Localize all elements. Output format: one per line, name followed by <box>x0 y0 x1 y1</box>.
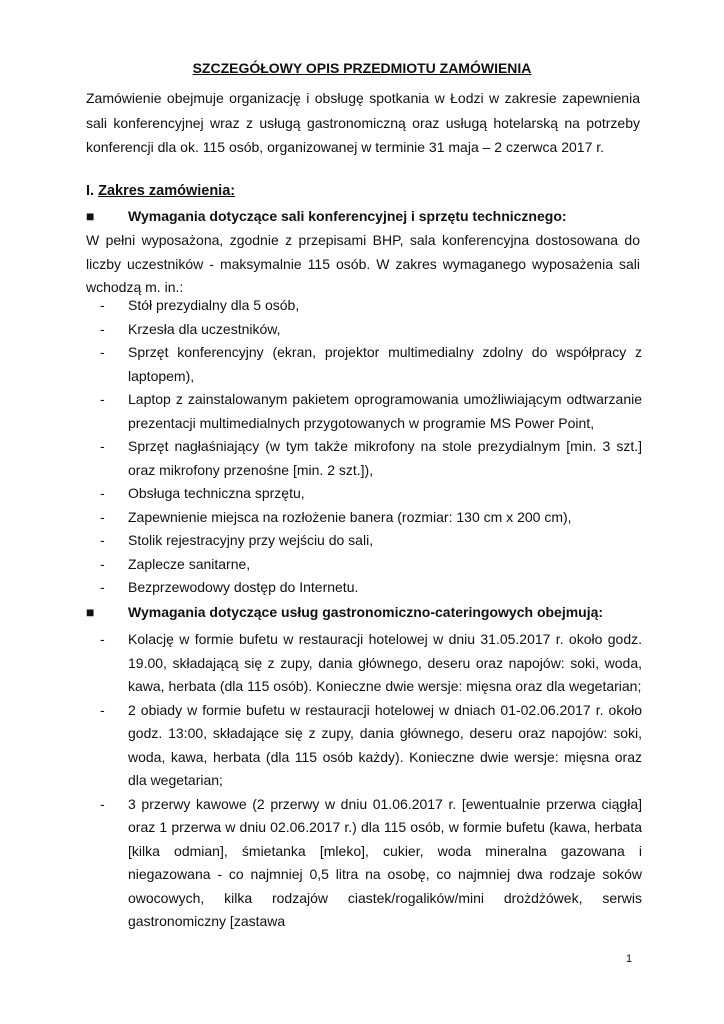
list-item: - Stolik rejestracyjny przy wejściu do sali, <box>86 529 642 553</box>
section-title: Zakres zamówienia: <box>98 183 236 199</box>
list-item: - Laptop z zainstalowanym pakietem oprogramowania umożliwiającym odtwarzanie prezentacji multimedialnych przygotowanych w programie MS Power Point, <box>86 388 642 435</box>
bullet-square-icon: ■ <box>86 604 95 620</box>
document-title: SZCZEGÓŁOWY OPIS PRZEDMIOTU ZAMÓWIENIA <box>192 60 532 76</box>
dash-icon: - <box>100 555 105 572</box>
hall-equipment-list <box>86 294 642 600</box>
dash-icon: - <box>100 795 105 812</box>
hall-description: W pełni wyposażona, zgodnie z przepisami BHP, sala konferencyjna dostosowana do liczby uczestników - maksymalnie 115 osób. W zakres wymaganego wyposażenia sali wchodzą m. in.: <box>86 232 640 295</box>
catering-services-list <box>86 628 642 934</box>
dash-icon: - <box>100 297 105 313</box>
section-number: I. <box>86 183 95 199</box>
dash-icon: - <box>100 391 105 407</box>
page-number: 1 <box>626 953 633 965</box>
list-item: - Zapewnienie miejsca na rozłożenie banera (rozmiar: 130 cm x 200 cm), <box>86 506 642 530</box>
list-item: - Bezprzewodowy dostęp do Internetu. <box>86 576 642 600</box>
dash-icon: - <box>100 320 105 337</box>
intro-paragraph: Zamówienie obejmuje organizację i obsługę spotkania w Łodzi w zakresie zapewnienia sali konferencyjnej wraz z usługą gastronomiczną oraz usługą hotelarską na potrzeby konferencji dla ok. 115 osób, organizowanej w terminie 31 maja – 2 czerwca 2017 r. <box>86 90 640 155</box>
bullet-square-icon: ■ <box>86 208 95 224</box>
list-item: - Zaplecze sanitarne, <box>86 553 642 577</box>
section-heading <box>86 180 235 204</box>
dash-icon: - <box>100 438 105 454</box>
list-item: - Sprzęt nagłaśniający (w tym także mikrofony na stole prezydialnym [min. 3 szt.] oraz mikrofony przenośne [min. 2 szt.]), <box>86 435 642 482</box>
list-item: - 3 przerwy kawowe (2 przerwy w dniu 01.06.2017 r. [ewentualnie przerwa ciągła] oraz 1 przerwa w dniu 02.06.2017 r.) dla 115 osób, w formie bufetu (kawa, herbata [kilka odmian], śmietanka [mleko], cukier, woda mineralna gazowana i niegazowana - co najmniej 0,5 litra na osobę, co najmniej dwa rodzaje soków owocowych, kilka rodzajów ciastek/rogalików/mini drożdżówek, serwis gastronomiczny [zastawa <box>86 793 642 934</box>
dash-icon: - <box>100 532 105 548</box>
dash-icon: - <box>100 344 105 360</box>
list-item: - 2 obiady w formie bufetu w restauracji hotelowej w dniach 01-02.06.2017 r. około godz. 13:00, składające się z zupy, dania głównego, deseru oraz napojów: soki, woda, kawa, herbata (dla 115 osób każdy). Konieczne dwie wersje: mięsna oraz dla wegetarian; <box>86 699 642 793</box>
catering-requirements-heading <box>86 601 646 625</box>
list-item: - Sprzęt konferencyjny (ekran, projektor multimedialny zdolny do współpracy z laptopem), <box>86 341 642 388</box>
dash-icon: - <box>100 579 105 595</box>
list-item: - Kolację w formie bufetu w restauracji hotelowej w dniu 31.05.2017 r. około godz. 19.00, składającą się z zupy, dania głównego, deseru oraz napojów: soki, woda, kawa, herbata (dla 115 osób). Konieczne dwie wersje: mięsna oraz dla wegetarian; <box>86 628 642 699</box>
dash-icon: - <box>100 508 105 525</box>
dash-icon: - <box>100 485 105 501</box>
list-item: - Stół prezydialny dla 5 osób, <box>86 294 642 318</box>
hall-heading-text: Wymagania dotyczące sali konferencyjnej i sprzętu technicznego: <box>128 208 567 224</box>
list-item: - Krzesła dla uczestników, <box>86 318 642 342</box>
list-item: - Obsługa techniczna sprzętu, <box>86 482 642 506</box>
catering-heading-text: Wymagania dotyczące usług gastronomiczno-cateringowych obejmują: <box>128 604 604 620</box>
hall-requirements-heading <box>86 205 646 229</box>
dash-icon: - <box>100 701 105 718</box>
dash-icon: - <box>100 631 105 647</box>
